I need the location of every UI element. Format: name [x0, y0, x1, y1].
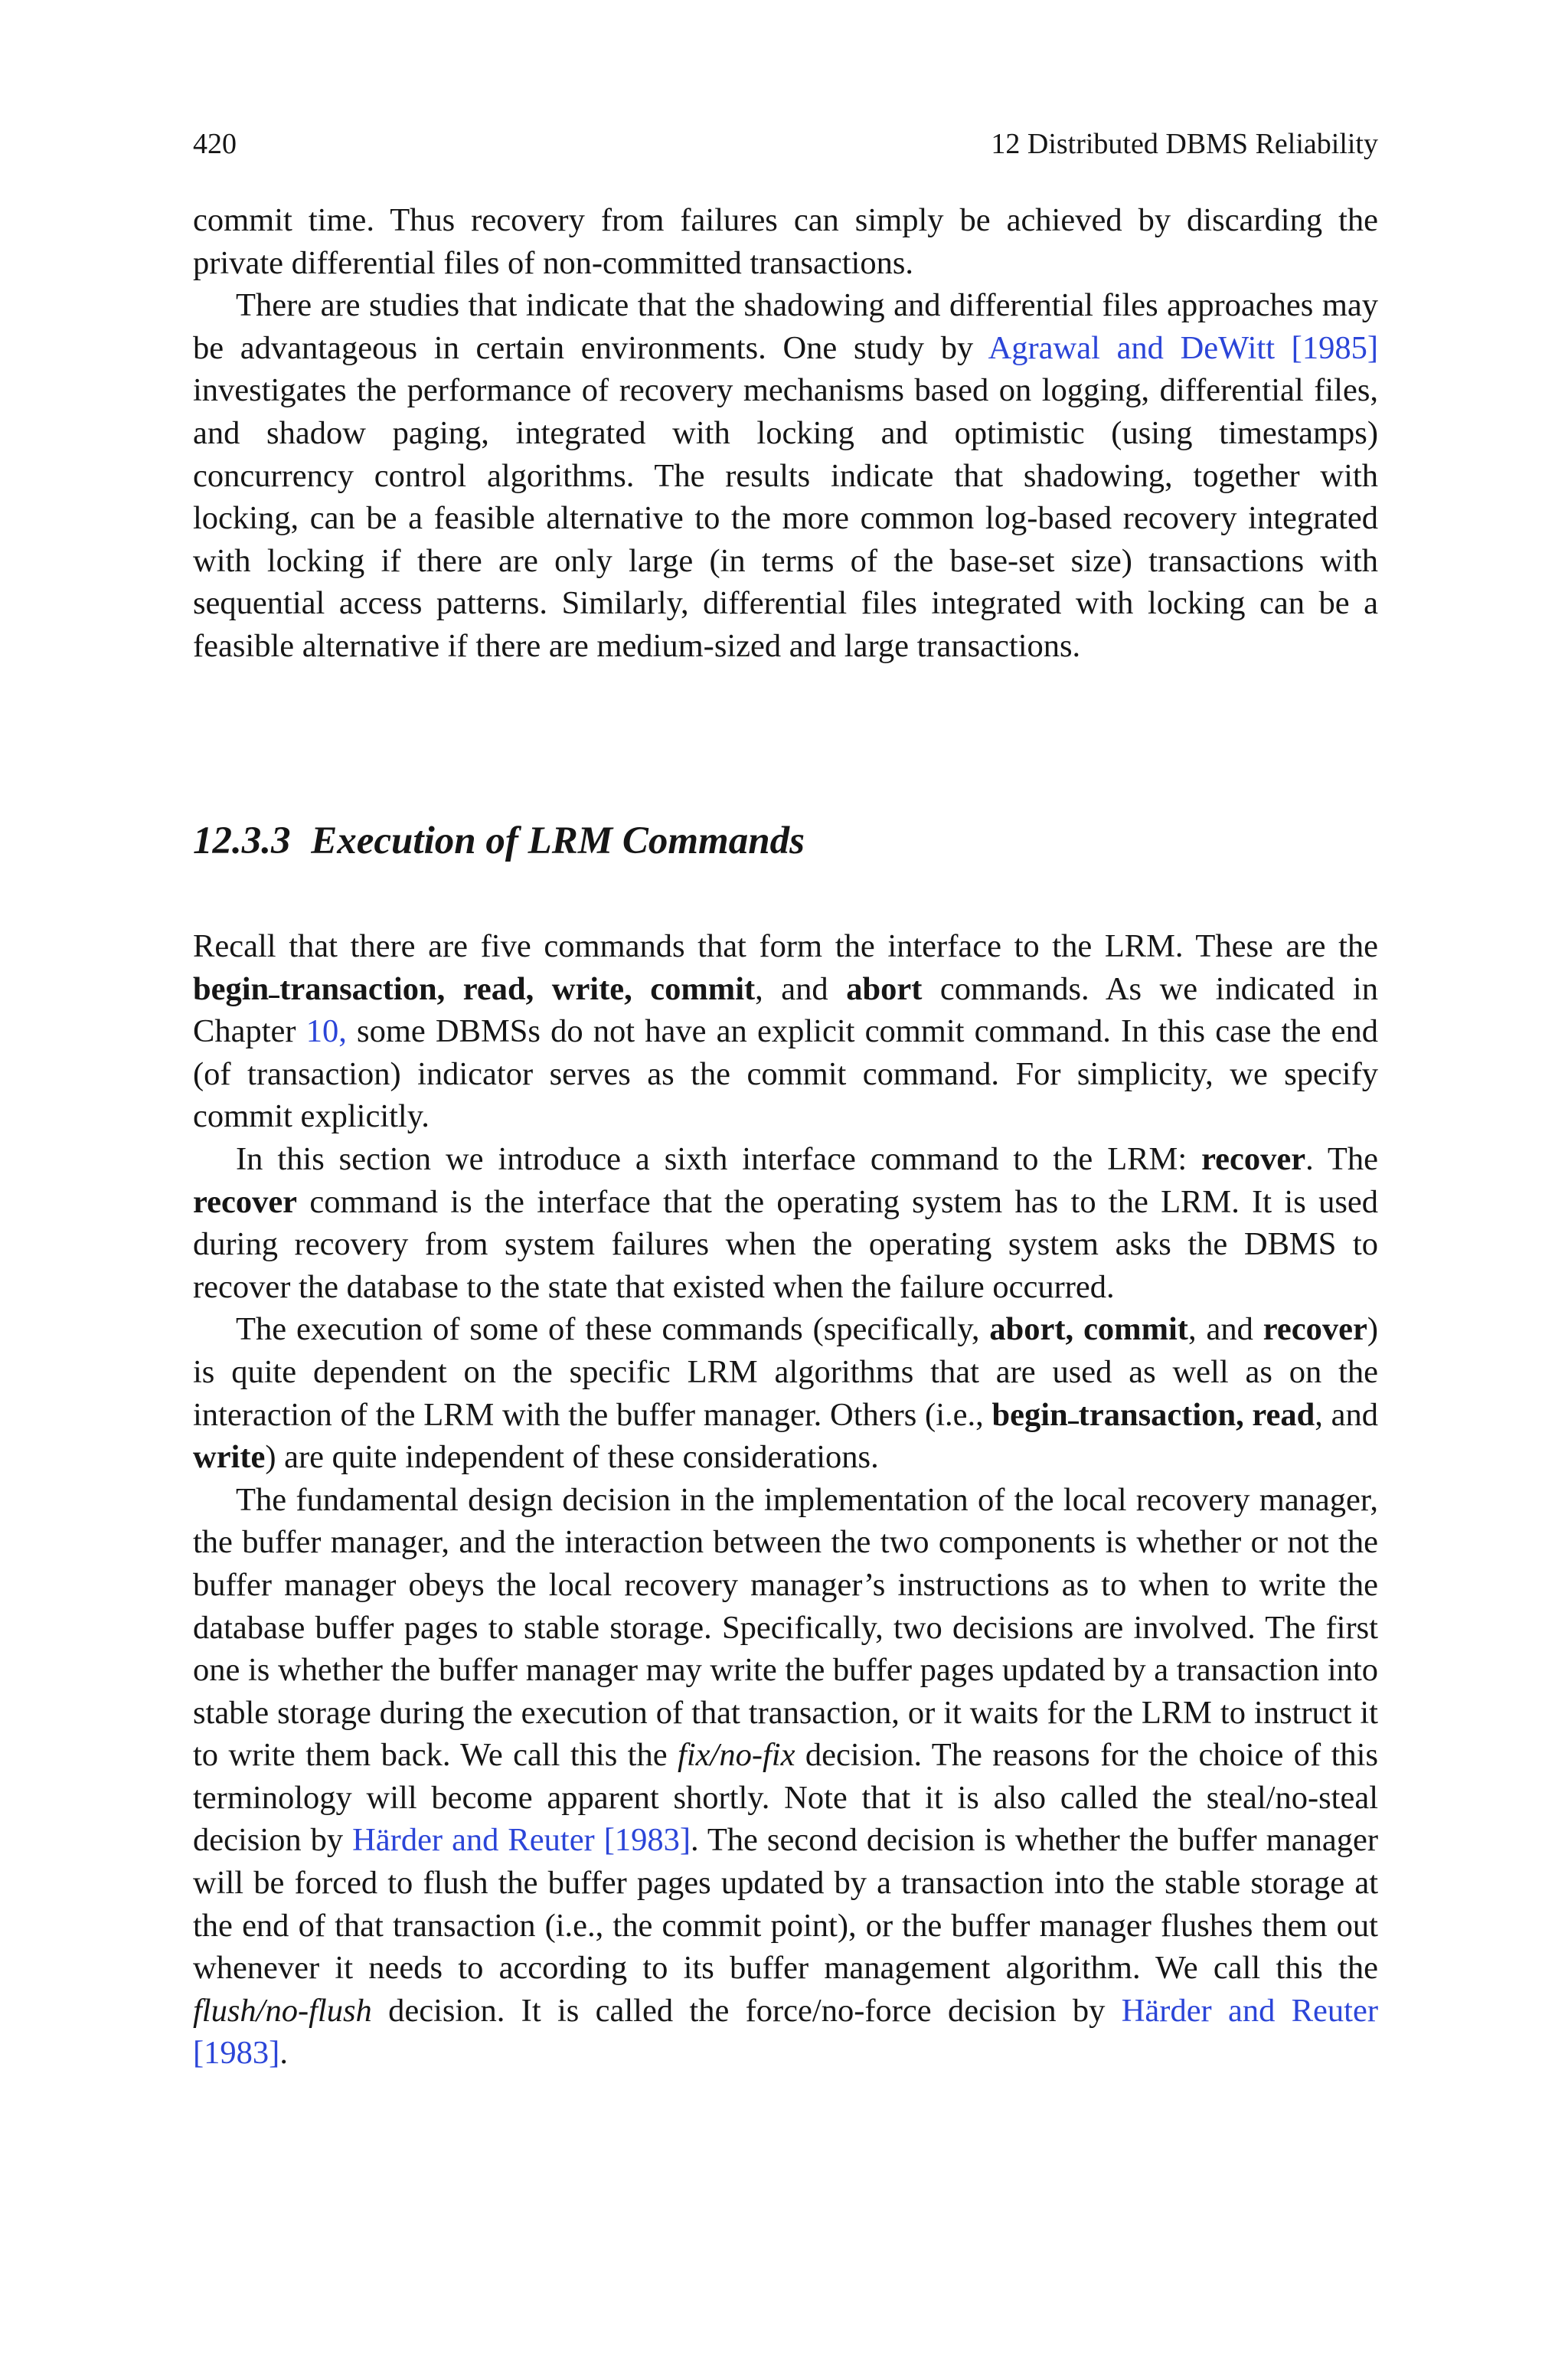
command-abort: abort — [846, 970, 923, 1007]
paragraph-4: In this section we introduce a sixth interface command to the LRM: recover. The recover command is the interface that the operating system has to the LRM. It is used during recovery from system failures when the operating system asks the DBMS to recover the database to the state that existed when the failure occurred. — [193, 1140, 1378, 1305]
command-recover: recover — [1201, 1140, 1306, 1177]
citation-harder-reuter[interactable]: Härder and Reuter [1983] — [193, 1992, 1378, 2072]
running-head — [193, 126, 1378, 162]
command-recover: recover — [193, 1183, 298, 1220]
paragraph-5: The execution of some of these commands (specifically, abort, commit, and recover) is quite dependent on the specific LRM algorithms that are used as well as on the interaction of the LRM with the buffer manager. Others (i.e., begin transaction, read, and write) are quite independent of these considerations. — [193, 1311, 1378, 1476]
body-text-block-1 — [193, 199, 1378, 668]
section-heading — [193, 816, 1378, 865]
command-begin-transaction: begin transaction, read, write, commit — [193, 970, 756, 1007]
command-recover: recover — [1263, 1311, 1367, 1348]
paragraph-6: The fundamental design decision in the implementation of the local recovery manager, the buffer manager, and the interaction between the two components is whether or not the buffer manager obeys the local recovery manager’s instructions as to when to write the database buffer pages to stable storage. Specifically, two decisions are involved. The first one is whether the buffer manager may write the buffer pages updated by a transaction into stable storage during the execution of that transaction, or it waits for the LRM to instruct it to write them back. We call this the fix/no-fix decision. The reasons for the choice of this terminology will become apparent shortly. Note that it is also called the steal/no-steal decision by Härder and Reuter [1983]. The second decision is whether the buffer manager will be forced to flush the buffer pages updated by a transaction into the stable storage at the end of that transaction (i.e., the commit point), or the buffer manager flushes them out whenever it needs to according to its buffer management algorithm. We call this the flush/no-flush decision. It is called the force/no-force decision by Härder and Reuter [1983]. — [193, 1481, 1378, 2072]
command-begin-transaction: begin transaction, read — [991, 1396, 1315, 1433]
body-text-block-2 — [193, 925, 1378, 2075]
section-number: 12.3.3 — [193, 819, 291, 862]
paragraph-3: Recall that there are five commands that form the interface to the LRM. These are the begin transaction, read, write, commit, and abort commands. As we indicated in Chapter 10, some DBMSs do not have an explicit commit command. In this case the end (of transaction) indicator serves as the commit command. For simplicity, we specify commit explicitly. — [193, 928, 1378, 1135]
command-write: write — [193, 1439, 266, 1476]
chapter-title: 12 Distributed DBMS Reliability — [991, 128, 1378, 160]
page-number: 420 — [193, 128, 237, 160]
chapter-10-link[interactable]: 10, — [305, 1013, 347, 1050]
term-flush-no-flush: flush/no-flush — [193, 1992, 372, 2029]
paragraph-1: commit time. Thus recovery from failures can simply be achieved by discarding the private differential files of non-committed transactions. — [193, 202, 1378, 281]
citation-agrawal-dewitt[interactable]: Agrawal and DeWitt [1985] — [988, 329, 1378, 366]
citation-harder-reuter[interactable]: Härder and Reuter [1983] — [352, 1822, 691, 1859]
command-abort-commit: abort, commit — [989, 1311, 1188, 1348]
term-fix-no-fix: fix/no-fix — [678, 1737, 795, 1774]
section-title: Execution of LRM Commands — [311, 819, 805, 862]
paragraph-2: There are studies that indicate that the shadowing and differential files approaches may be advantageous in certain environments. One study by Agrawal and DeWitt [1985] investigates the performance of recovery mechanisms based on logging, differential files, and shadow paging, integrated with locking and optimistic (using timestamps) concurrency control algorithms. The results indicate that shadowing, together with locking, can be a feasible alternative to the more common log-based recovery integrated with locking if there are only large (in terms of the base-set size) transactions with sequential access patterns. Similarly, differential files integrated with locking can be a feasible alternative if there are medium-sized and large transactions. — [193, 287, 1378, 664]
